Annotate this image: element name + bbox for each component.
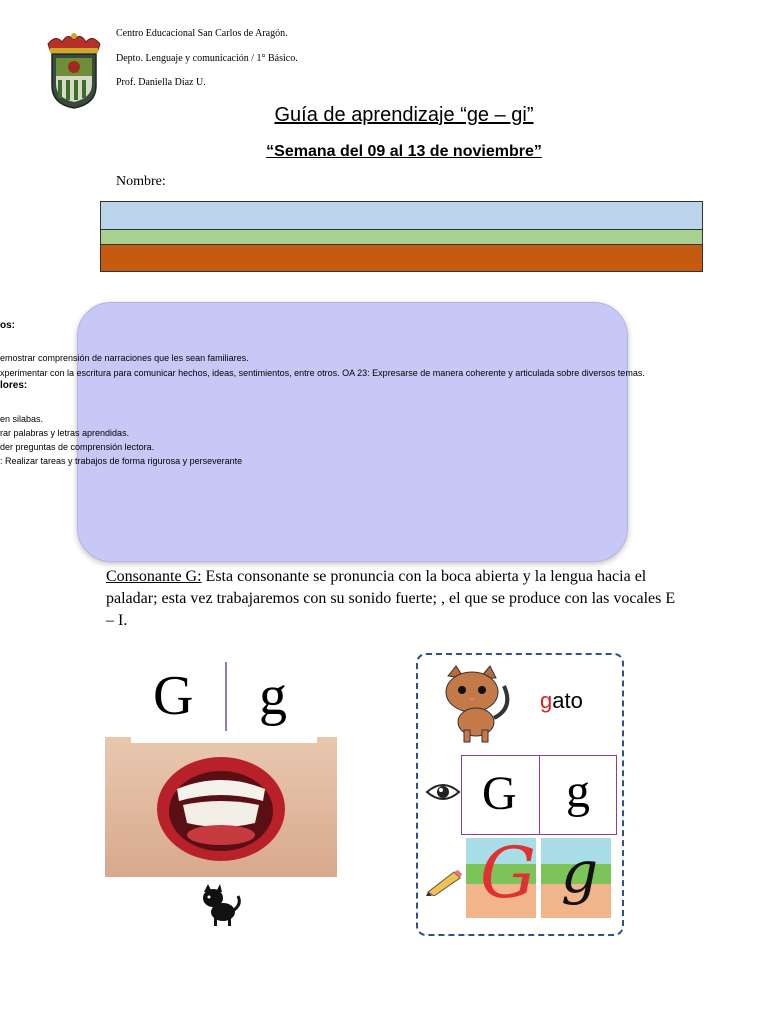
indicator-line-1: en silabas.: [0, 414, 44, 424]
word-gato: [540, 688, 583, 714]
consonant-text: Esta consonante se pronuncia con la boca abierta y la lengua hacia el paladar; esta vez trabajaremos con su sonido fuerte; , el que se produce con las vocales E – I.: [106, 568, 676, 629]
orange-bar: [101, 245, 702, 271]
eye-icon: [425, 780, 461, 804]
lowercase-g: g: [259, 665, 287, 727]
open-mouth-image: [105, 731, 337, 877]
page-title: Guía de aprendizaje “ge – gi”: [274, 104, 534, 126]
department-line: Depto. Lenguaje y comunicación / 1° Básico.: [116, 53, 298, 64]
consonant-label: Consonante G:: [106, 568, 202, 585]
blue-bar: [101, 202, 702, 230]
indicator-line-4: : Realizar tareas y trabajos de forma rigurosa y perseverante: [0, 456, 243, 466]
letter-panel: [131, 662, 334, 736]
indicator-line-2: rar palabras y letras aprendidas.: [0, 428, 130, 438]
name-label: Nombre:: [116, 174, 166, 189]
school-name: Centro Educacional San Carlos de Aragón.: [116, 28, 288, 39]
cursive-lower-tile: [541, 838, 611, 918]
teacher-name: Prof. Daniella Díaz U.: [116, 77, 206, 88]
cat-icon: [434, 664, 518, 744]
green-bar: [101, 230, 702, 245]
print-uppercase-g: G: [482, 767, 517, 820]
word-rest: ato: [552, 688, 583, 713]
page-subtitle: “Semana del 09 al 13 de noviembre”: [266, 143, 542, 160]
indicator-line-3: der preguntas de comprensión lectora.: [0, 442, 155, 452]
cursive-lowercase-g: g: [561, 838, 599, 906]
black-cat-icon: [196, 882, 242, 928]
print-letters-box: [461, 755, 617, 835]
pencil-icon: [424, 866, 464, 896]
word-first-letter: g: [540, 688, 553, 713]
objectives-heading: os:: [0, 320, 15, 331]
print-divider: [539, 756, 540, 834]
objective-line-2: xperimentar con la escritura para comunicar hechos, ideas, sentimientos, entre otros. OA 23: Expresarse de manera coherente y articulada sobre diversos temas.: [0, 368, 645, 378]
school-crest-logo: [42, 30, 106, 110]
print-lowercase-g: g: [566, 765, 590, 818]
cursive-upper-tile: [466, 832, 536, 918]
divider-line: [225, 662, 227, 736]
cursive-uppercase-g: G: [480, 832, 536, 914]
uppercase-g: G: [153, 665, 194, 727]
color-bars-table: [100, 201, 703, 272]
indicators-heading: lores:: [0, 380, 28, 391]
objective-line-1: emostrar comprensión de narraciones que les sean familiares.: [0, 353, 249, 363]
consonant-description: [106, 566, 686, 632]
objectives-card: [77, 302, 628, 562]
